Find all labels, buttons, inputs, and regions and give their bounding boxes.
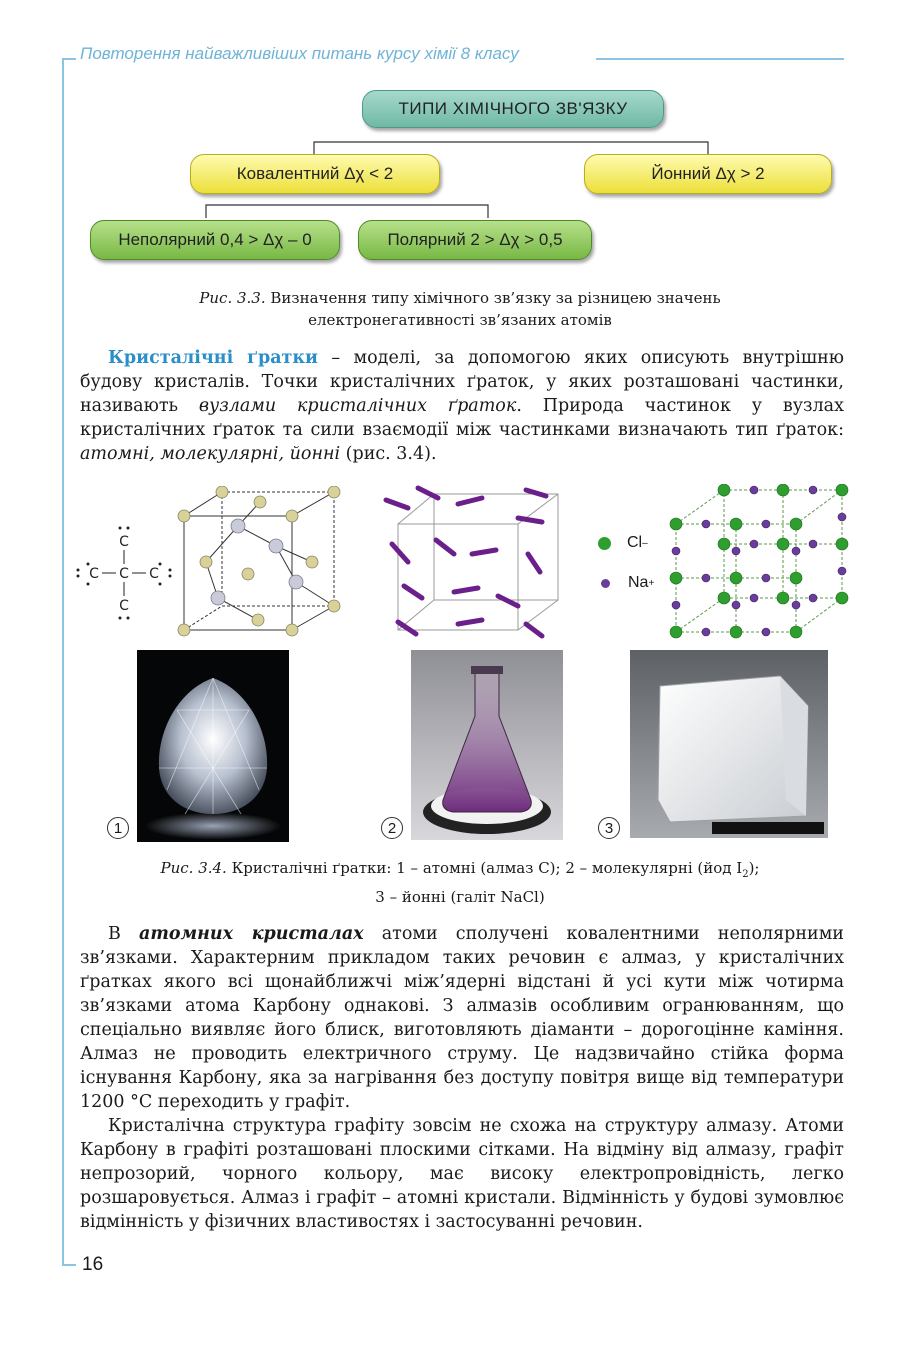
- fig34-line2: 3 – йонні (галіт NaCl): [375, 888, 545, 906]
- diagram-title: ТИПИ ХІМІЧНОГО ЗВ'ЯЗКУ: [362, 90, 664, 128]
- fig34-label: Рис. 3.4.: [160, 859, 227, 877]
- legend-cl-label: Cl: [627, 534, 643, 551]
- legend-cl-charge: –: [642, 537, 648, 549]
- carbon-atom-bottom: C: [119, 598, 129, 614]
- diagram-ionic: Йонний Δχ > 2: [584, 154, 832, 194]
- term-crystal-lattices: Кристалічні ґратки: [108, 348, 318, 368]
- diagram-polar: Полярний 2 > Δχ > 0,5: [358, 220, 592, 260]
- para1-italic1: вузлами кристалічних ґраток: [198, 396, 517, 416]
- fig33-label: Рис. 3.3.: [199, 289, 266, 307]
- carbon-atom-left: C: [89, 566, 99, 582]
- paragraph-crystal-lattices: [80, 346, 844, 466]
- legend-na: [601, 574, 654, 592]
- term-atomic-crystals: атомних кристалах: [138, 924, 364, 944]
- photo-number-2: 2: [381, 817, 403, 839]
- carbon-atom-center: C: [119, 566, 129, 582]
- fig33-caption: [110, 287, 810, 331]
- fig33-line1: Визначення типу хімічного зв’язку за різницею значень: [270, 289, 721, 307]
- para1-italic2: атомні, молекулярні, йонні: [80, 444, 341, 464]
- halite-photo: [630, 650, 828, 838]
- para1-text3: (рис. 3.4).: [340, 444, 437, 464]
- fig34-line1: Кристалічні ґратки: 1 – атомні (алмаз C); 2 – молекулярні (йод I: [231, 859, 743, 877]
- diamond-photo: [137, 650, 289, 842]
- fig34-caption: [90, 857, 830, 908]
- nacl-lattice: [666, 484, 856, 640]
- carbon-atom-top: C: [119, 534, 129, 550]
- para1-text2: . Природа частинок у вузлах кристалічних ґраток та сили взаємодії між частинками визначають тип ґраток:: [80, 396, 844, 440]
- para1-text1: – моделі, за допомогою яких описують внутрішню будову кристалів. Точки кристалічних ґраток, у яких розташовані частинки, називають: [80, 348, 844, 416]
- diagram-nonpolar: Неполярний 0,4 > Δχ – 0: [90, 220, 340, 260]
- carbon-formula: [74, 520, 174, 620]
- legend-na-charge: +: [648, 577, 655, 589]
- page-number: 16: [82, 1254, 104, 1275]
- diamond-lattice: [172, 486, 352, 638]
- legend-cl: [598, 534, 648, 552]
- sodium-ion-icon: [601, 579, 610, 588]
- photo-number-3: 3: [598, 817, 620, 839]
- paragraph-graphite: [80, 1114, 844, 1234]
- para2-text0: В: [108, 924, 139, 944]
- fig34-line1-end: );: [748, 859, 760, 877]
- iodine-flask-photo: [411, 650, 563, 840]
- carbon-atom-right: C: [149, 566, 159, 582]
- running-head: Повторення найважливіших питань курсу хімії 8 класу: [80, 44, 519, 63]
- para2-text1: атоми сполучені ковалентними неполярними зв’язками. Характерним прикладом таких речовин є алмаз, у кристалічних ґратках якого всі щонайближчі між’ядерні відстані й усі кути між чотирма зв’язками атома Карбону однакові. З алмазів особливим огранюванням, що спеціально виявляє його блиск, виготовляють діаманти – дорогоцінне каміння. Алмаз не проводить електричного струму. Це надзвичайно стійка форма існування Карбону, яка за нагрівання без доступу повітря вище від температури 1200 °C переходить у графіт.: [80, 924, 844, 1112]
- legend-na-label: Na: [628, 574, 649, 591]
- fig33-line2: електронегативності зв’язаних атомів: [308, 311, 612, 329]
- iodine-lattice: [378, 484, 574, 642]
- photo-number-1: 1: [107, 817, 129, 839]
- chloride-ion-icon: [598, 537, 611, 550]
- paragraph-atomic-crystals: [80, 922, 844, 1114]
- diagram-covalent: Ковалентний Δχ < 2: [190, 154, 440, 194]
- para3-text: Кристалічна структура графіту зовсім не схожа на структуру алмазу. Атоми Карбону в графіті розташовані плоскими сітками. На відміну від алмазу, графіт непрозорий, чорного кольору, має високу електропровідність, легко розшаровується. Алмаз і графіт – атомні кристали. Відмінність у будові зумовлює відмінність у фізичних властивостях і застосуванні речовин.: [80, 1116, 844, 1232]
- bottom-rule: [62, 1264, 76, 1266]
- fig34-subscript: 2: [742, 869, 749, 880]
